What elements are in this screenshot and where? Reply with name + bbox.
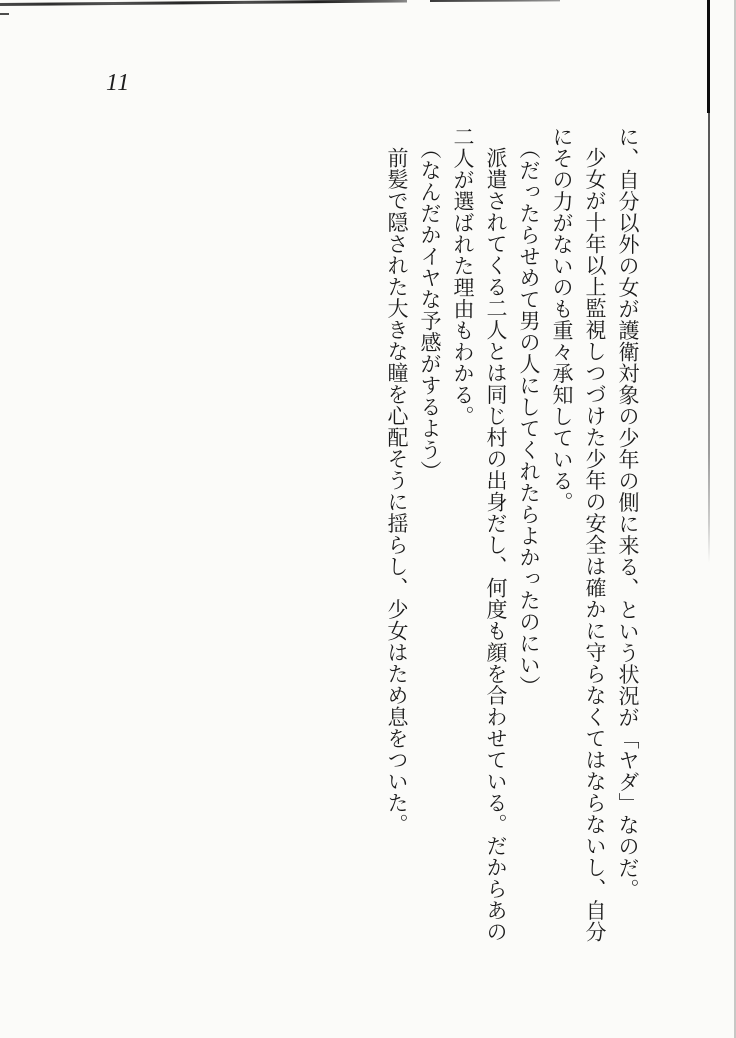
- body-text-block: [380, 126, 644, 986]
- text-line-4: （だったらせめて男の人にしてくれたらよかったのにい）: [517, 137, 541, 697]
- scan-artifact-gutter-line-faded: [708, 113, 710, 563]
- scan-artifact-top-line: [0, 0, 407, 5]
- scan-artifact-gutter-line: [707, 0, 710, 113]
- text-line-2: 少女が十年以上監視しつづけた少年の安全は確かに守らなくてはならないし、自分: [583, 147, 607, 943]
- page-number: 11: [106, 70, 131, 96]
- text-line-5: 派遣されてくる二人とは同じ村の出身だし、何度も顔を合わせている。だからあの: [484, 147, 508, 943]
- text-line-6: 二人が選ばれた理由もわかる。: [451, 126, 475, 427]
- scan-artifact-top-line-segment: [430, 0, 560, 2]
- text-line-3: にその力がないのも重々承知している。: [550, 126, 574, 513]
- scan-artifact-left-tick: [0, 13, 9, 15]
- text-line-7: （なんだかイヤな予感がするよう）: [418, 137, 442, 482]
- text-line-1: に、自分以外の女が護衛対象の少年の側に来る、という状況が「ヤダ」なのだ。: [616, 126, 640, 900]
- text-line-8: 前髪で隠された大きな瞳を心配そうに揺らし、少女はため息をついた。: [385, 147, 409, 835]
